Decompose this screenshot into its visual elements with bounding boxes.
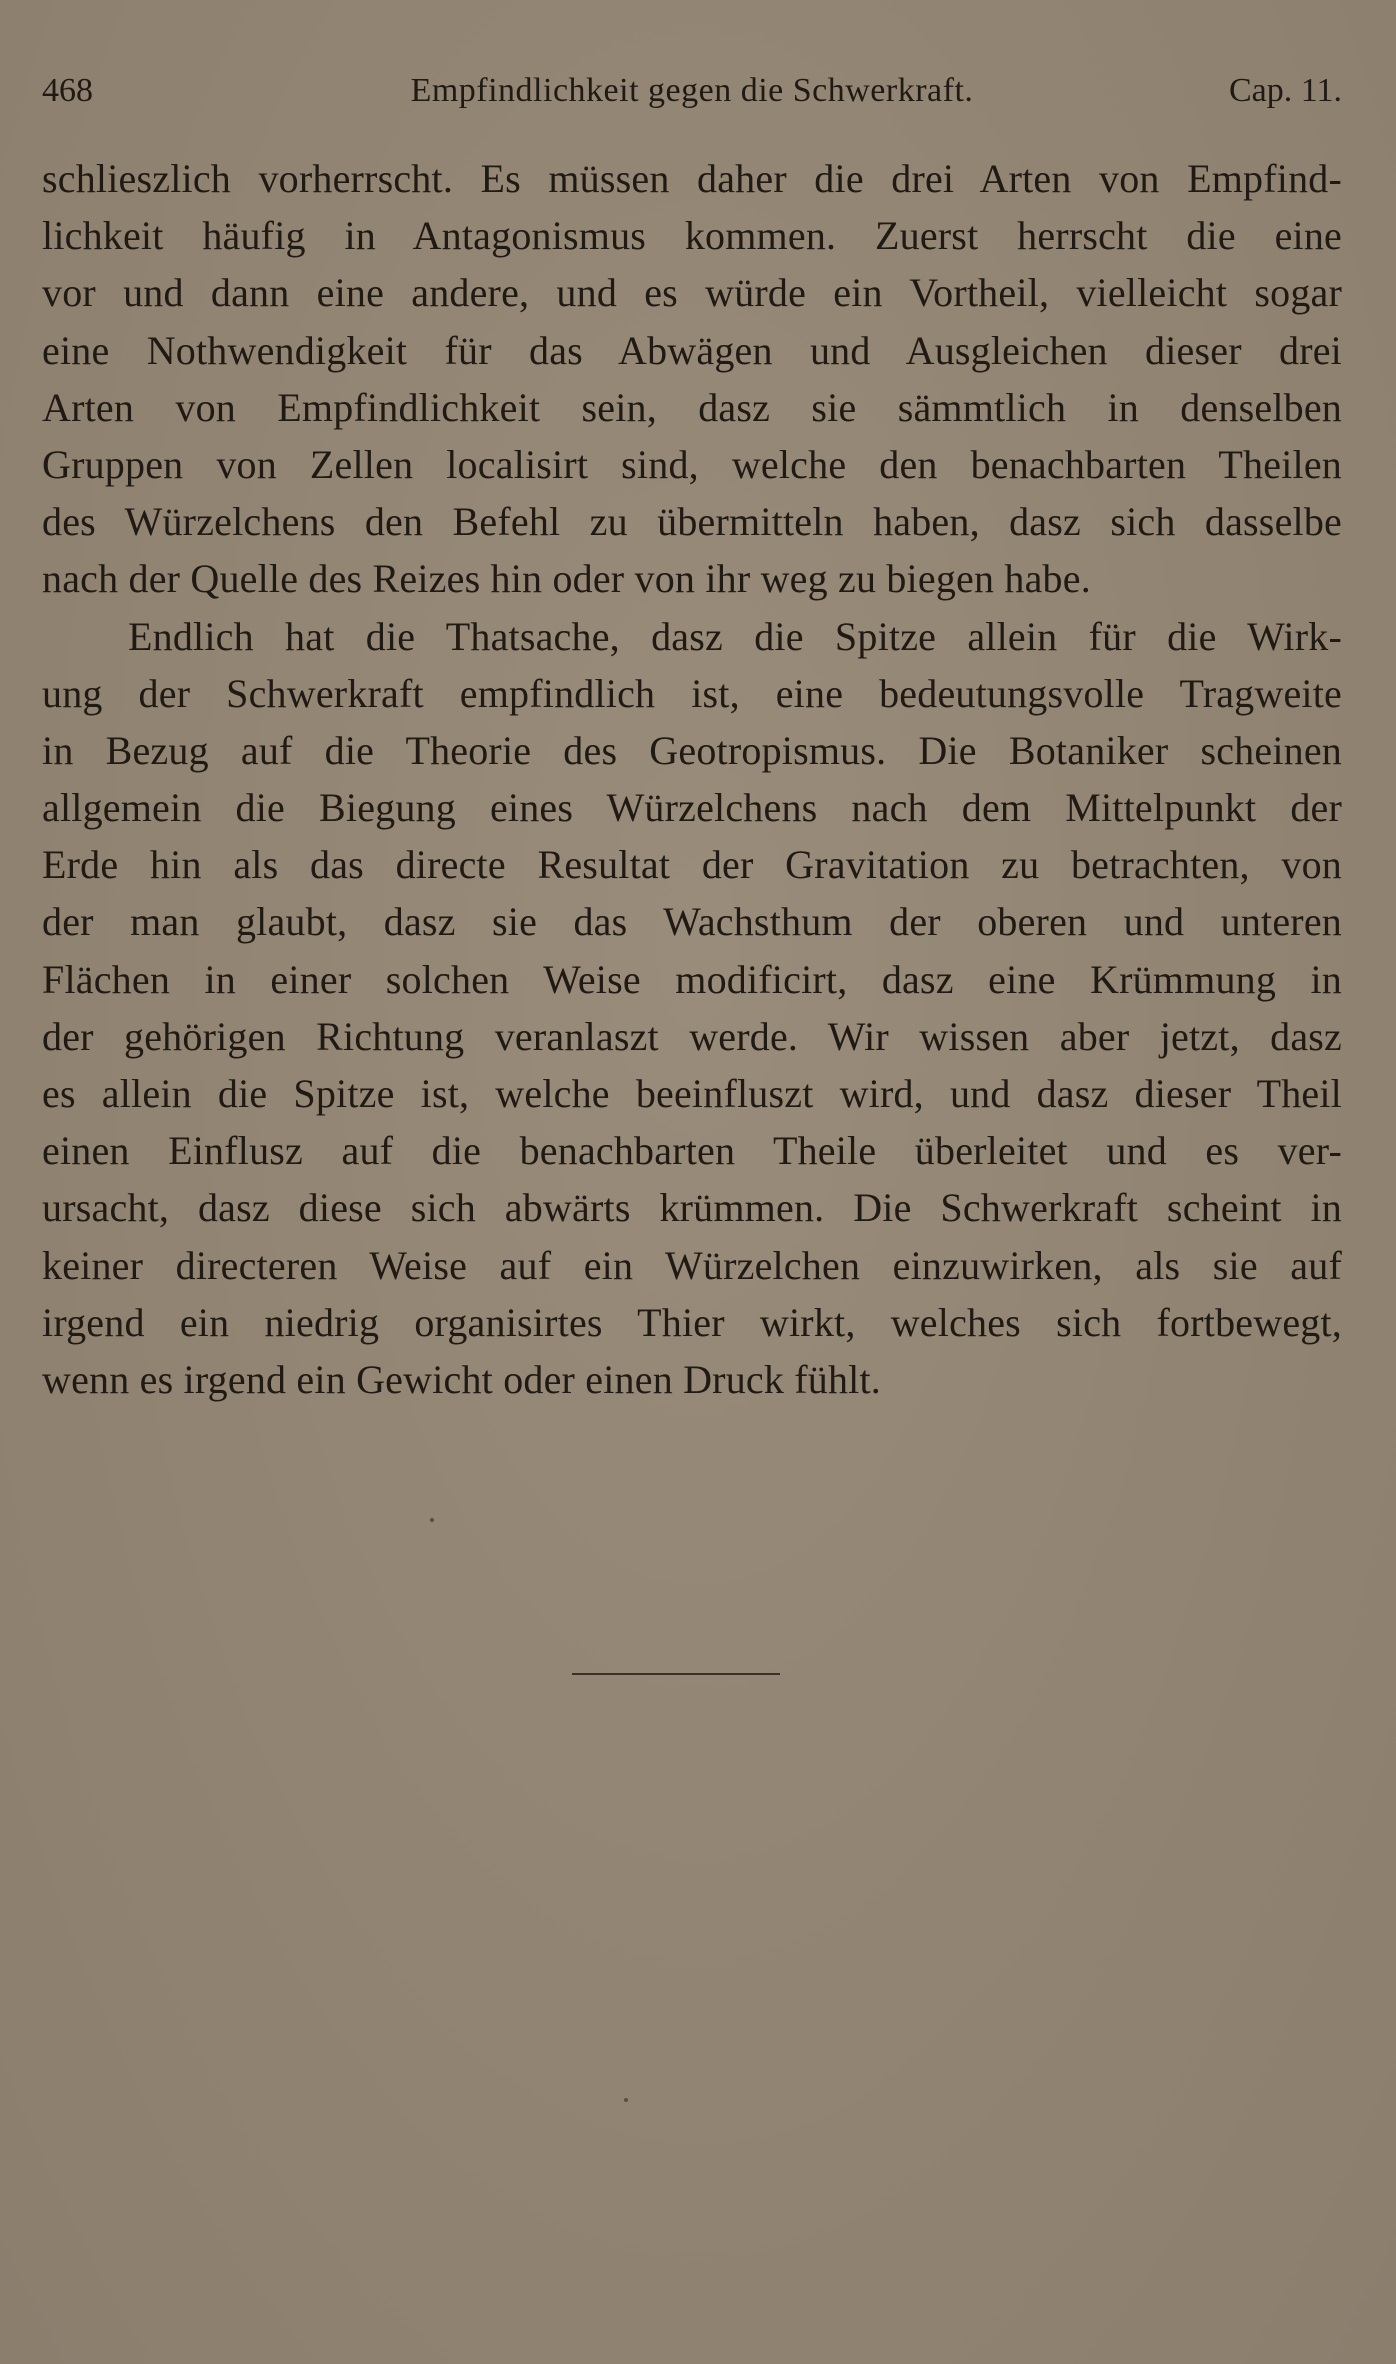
text-line: irgend ein niedrig organisirtes Thier wirkt, welches sich fortbewegt, [42,1299,1342,1345]
end-rule-divider [572,1673,780,1675]
text-line: lichkeit häufig in Antagonismus kommen. Zuerst herrscht die eine [42,213,1342,259]
chapter-label: Cap. 11. [1228,72,1342,109]
paragraph-1 [42,150,1342,608]
body-text [42,150,1342,1408]
page-number: 468 [42,72,93,109]
paper-speck [430,1518,434,1522]
text-line: des Würzelchens den Befehl zu übermitteln haben, dasz sich dasselbe [42,499,1342,545]
text-line: der gehörigen Richtung veranlaszt werde. Wir wissen aber jetzt, dasz [42,1013,1342,1059]
text-line: Erde hin als das directe Resultat der Gravitation zu betrachten, von [42,842,1342,888]
text-line: Endlich hat die Thatsache, dasz die Spitze allein für die Wirk- [128,613,1342,659]
text-line: eine Nothwendigkeit für das Abwägen und Ausgleichen dieser drei [42,327,1342,373]
page-header [42,66,1342,116]
text-line: keiner directeren Weise auf ein Würzelchen einzuwirken, als sie auf [42,1242,1342,1288]
text-line: Gruppen von Zellen localisirt sind, welche den benachbarten Theilen [42,441,1342,487]
running-title: Empfindlichkeit gegen die Schwerkraft. [410,72,974,109]
text-line: einen Einflusz auf die benachbarten Theile überleitet und es ver- [42,1128,1342,1174]
text-line: Flächen in einer solchen Weise modificirt, dasz eine Krümmung in [42,956,1342,1002]
text-line: ung der Schwerkraft empfindlich ist, eine bedeutungsvolle Tragweite [42,670,1342,716]
text-line: allgemein die Biegung eines Würzelchens nach dem Mittelpunkt der [42,785,1342,831]
text-line: schlieszlich vorherrscht. Es müssen daher die drei Arten von Empfind- [42,156,1342,201]
text-line: nach der Quelle des Reizes hin oder von ihr weg zu biegen habe. [42,556,1091,602]
text-line: vor und dann eine andere, und es würde ein Vortheil, vielleicht sogar [42,270,1342,316]
paragraph-2 [42,608,1342,1409]
text-line: Arten von Empfindlichkeit sein, dasz sie sämmtlich in denselben [42,384,1342,430]
paper-speck [624,2098,628,2102]
text-line: der man glaubt, dasz sie das Wachsthum der oberen und unteren [42,899,1342,945]
text-line: wenn es irgend ein Gewicht oder einen Druck fühlt. [42,1356,882,1402]
text-line: in Bezug auf die Theorie des Geotropismus. Die Botaniker scheinen [42,727,1342,773]
text-line: ursacht, dasz diese sich abwärts krümmen. Die Schwerkraft scheint in [42,1185,1342,1231]
text-line: es allein die Spitze ist, welche beeinfluszt wird, und dasz dieser Theil [42,1071,1342,1116]
